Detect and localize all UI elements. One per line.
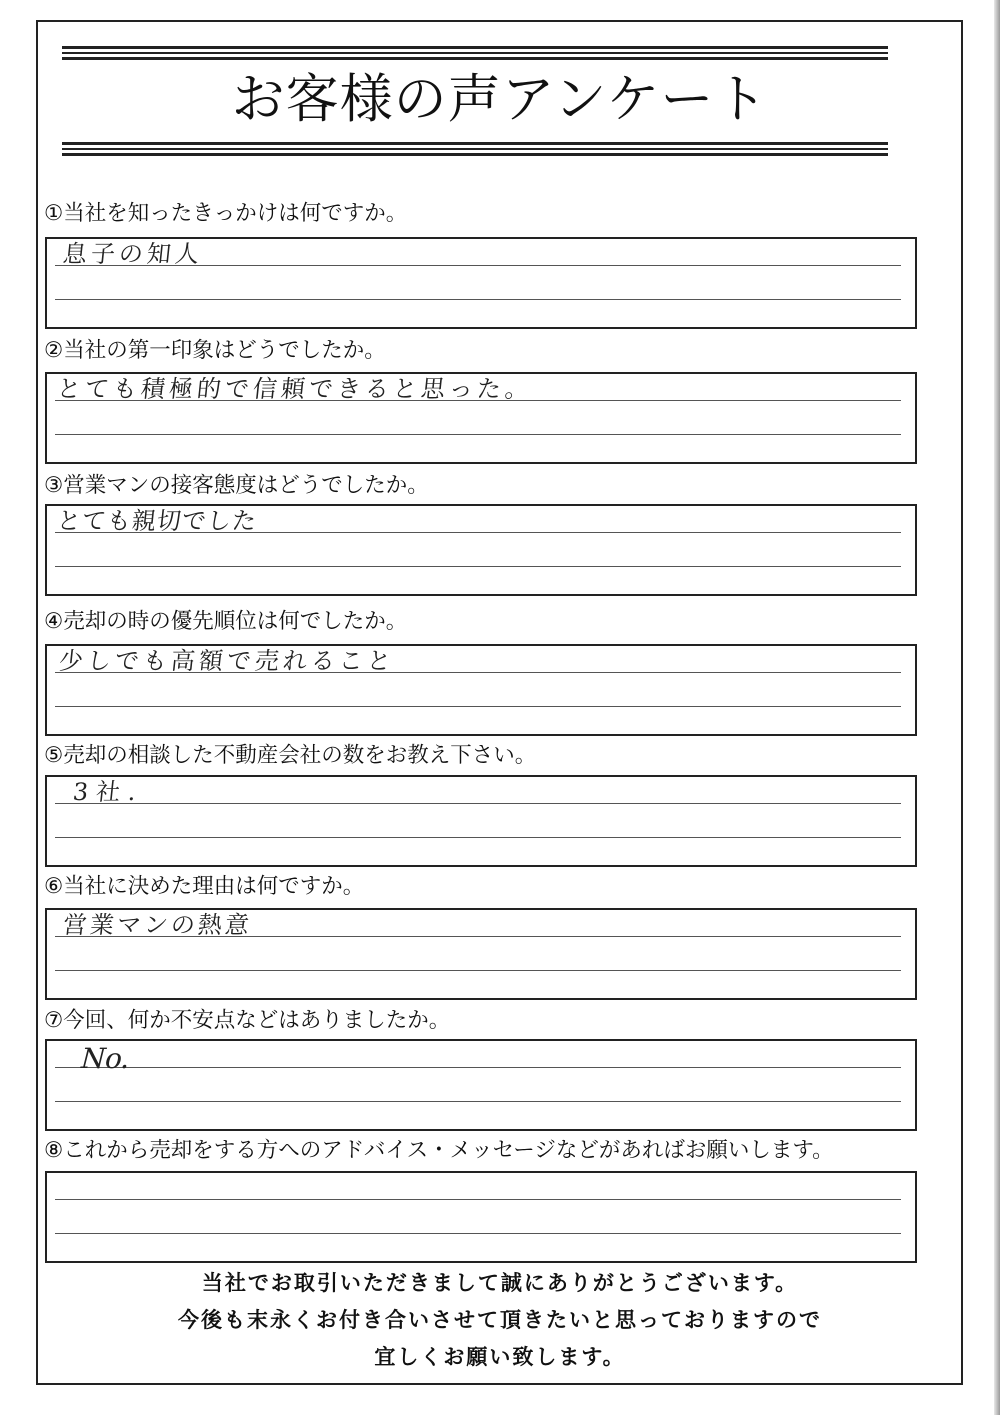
answer-5-box: [45, 775, 917, 867]
question-7-label: ⑦今回、何か不安点などはありましたか。: [44, 1008, 451, 1033]
answer-3-handwriting: とても親切でした: [55, 507, 259, 535]
answer-8-box: [45, 1171, 917, 1263]
answer-2-box: [45, 372, 917, 464]
closing-line-3: 宜しくお願い致します。: [374, 1345, 626, 1369]
scan-edge-shadow: [994, 0, 1000, 1415]
answer-4-box: [45, 644, 917, 736]
question-1-label: ①当社を知ったきっかけは何ですか。: [44, 201, 408, 226]
question-6-label: ⑥当社に決めた理由は何ですか。: [44, 874, 365, 899]
answer-6-box: [45, 908, 917, 1000]
question-3-label: ③営業マンの接客態度はどうでしたか。: [44, 473, 429, 498]
answer-1-handwriting: 息子の知人: [61, 240, 205, 268]
answer-4-handwriting: 少しでも高額で売れること: [57, 647, 397, 675]
answer-5-handwriting: 3社.: [71, 778, 146, 806]
answer-1-box: [45, 237, 917, 329]
answer-7-box: [45, 1039, 917, 1131]
question-4-label: ④売却の時の優先順位は何でしたか。: [44, 609, 408, 634]
question-5-label: ⑤売却の相談した不動産会社の数をお教え下さい。: [44, 743, 537, 768]
answer-2-handwriting: とても積極的で信頼できると思った。: [55, 375, 535, 403]
question-8-label: ⑧これから売却をする方へのアドバイス・メッセージなどがあればお願いします。: [44, 1138, 834, 1163]
question-2-label: ②当社の第一印象はどうでしたか。: [44, 338, 386, 363]
closing-line-1: 当社でお取引いただきまして誠にありがとうございます。: [201, 1271, 799, 1295]
closing-line-2: 今後も末永くお付き合いさせて頂きたいと思っておりますので: [178, 1308, 822, 1332]
answer-7-handwriting: No.: [77, 1042, 136, 1075]
title-rule-top: [62, 46, 888, 60]
answer-6-handwriting: 営業マンの熱意: [61, 911, 254, 939]
survey-title: お客様の声アンケート: [231, 69, 769, 130]
title-rule-bottom: [62, 142, 888, 156]
answer-3-box: [45, 504, 917, 596]
